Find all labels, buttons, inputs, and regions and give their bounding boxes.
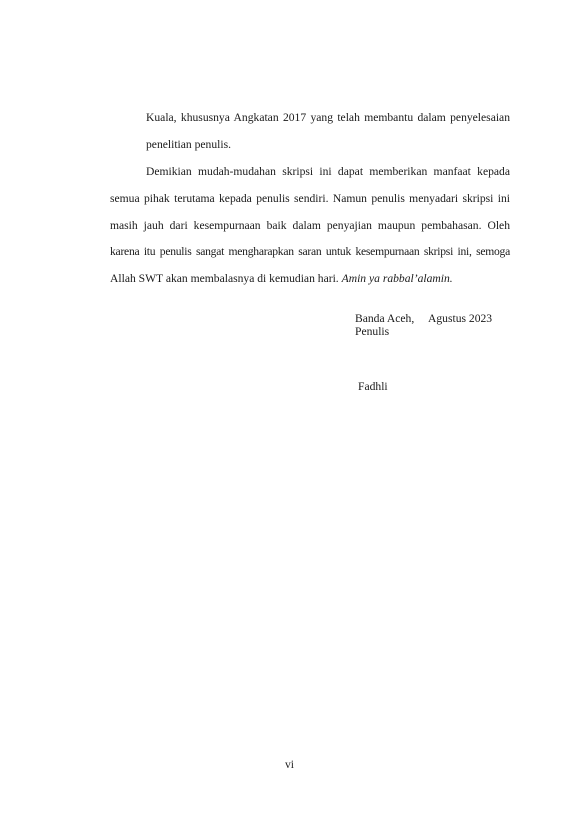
paragraph-2-line-3: masih jauh dari kesempurnaan baik dalam penyajian maupun pembahasan. Oleh bbox=[110, 219, 510, 232]
paragraph-2-line-5 bbox=[110, 272, 510, 286]
paragraph-2-line-2: semua pihak terutama kepada penulis sendiri. Namun penulis menyadari skripsi ini bbox=[110, 192, 510, 205]
signature-name: Fadhli bbox=[358, 380, 388, 393]
paragraph-1-line-1: Kuala, khususnya Angkatan 2017 yang telah membantu dalam penyelesaian bbox=[146, 111, 510, 124]
signature-role: Penulis bbox=[355, 325, 390, 338]
signature-date: Agustus 2023 bbox=[428, 312, 493, 325]
signature-place: Banda Aceh, bbox=[355, 312, 415, 325]
page-number: vi bbox=[284, 758, 295, 771]
paragraph-2-line-5-text: Allah SWT akan membalasnya di kemudian hari. bbox=[110, 272, 339, 285]
paragraph-2-line-4: karena itu penulis sangat mengharapkan saran untuk kesempurnaan skripsi ini, semoga bbox=[110, 245, 510, 258]
paragraph-1-line-2: penelitian penulis. bbox=[146, 138, 232, 151]
paragraph-2-line-1: Demikian mudah-mudahan skripsi ini dapat memberikan manfaat kepada bbox=[146, 165, 510, 178]
closing-prayer: Amin ya rabbal’alamin. bbox=[341, 272, 453, 285]
